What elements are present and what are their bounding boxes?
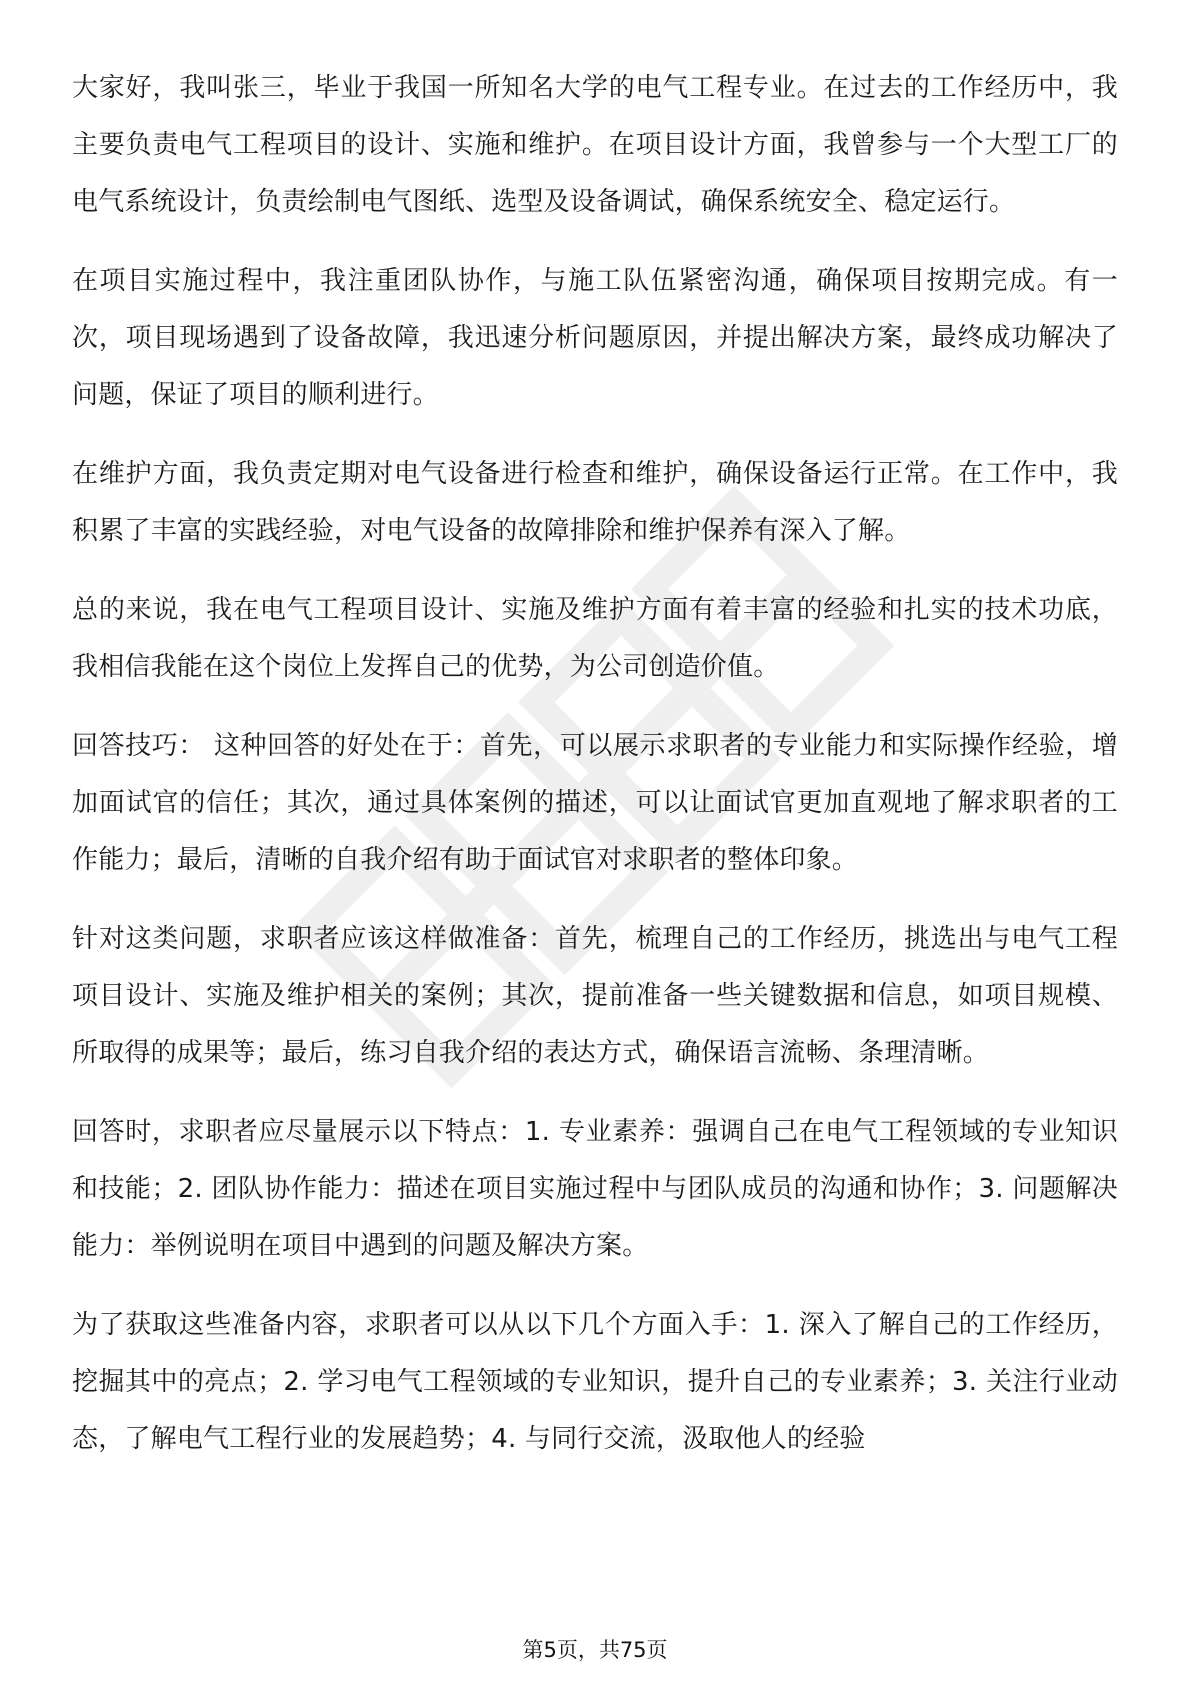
paragraph-3: 在维护方面，我负责定期对电气设备进行检查和维护，确保设备运行正常。在工作中，我积累了丰富的实践经验，对电气设备的故障排除和维护保养有深入了解。 [72, 459, 1118, 546]
paragraph-4: 总的来说，我在电气工程项目设计、实施及维护方面有着丰富的经验和扎实的技术功底，我相信我能在这个岗位上发挥自己的优势，为公司创造价值。 [72, 595, 1118, 682]
paragraph-5: 回答技巧： 这种回答的好处在于：首先，可以展示求职者的专业能力和实际操作经验，增加面试官的信任；其次，通过具体案例的描述，可以让面试官更加直观地了解求职者的工作能力；最后，清晰的自我介绍有助于面试官对求职者的整体印象。 [72, 731, 1118, 875]
paragraph-7: 回答时，求职者应尽量展示以下特点：1. 专业素养：强调自己在电气工程领域的专业知识和技能；2. 团队协作能力：描述在项目实施过程中与团队成员的沟通和协作；3. 问题解决能力：举例说明在项目中遇到的问题及解决方案。 [72, 1117, 1118, 1261]
paragraph-8: 为了获取这些准备内容，求职者可以从以下几个方面入手：1. 深入了解自己的工作经历，挖掘其中的亮点；2. 学习电气工程领域的专业知识，提升自己的专业素养；3. 关注行业动态，了解电气工程行业的发展趋势；4. 与同行交流，汲取他人的经验 [72, 1310, 1118, 1454]
page-number: 第5页，共75页 [522, 1638, 668, 1662]
document-body [72, 60, 1118, 1490]
paragraph-1: 大家好，我叫张三，毕业于我国一所知名大学的电气工程专业。在过去的工作经历中，我主要负责电气工程项目的设计、实施和维护。在项目设计方面，我曾参与一个大型工厂的电气系统设计，负责绘制电气图纸、选型及设备调试，确保系统安全、稳定运行。 [72, 73, 1118, 217]
paragraph-6: 针对这类问题，求职者应该这样做准备：首先，梳理自己的工作经历，挑选出与电气工程项目设计、实施及维护相关的案例；其次，提前准备一些关键数据和信息，如项目规模、所取得的成果等；最后，练习自我介绍的表达方式，确保语言流畅、条理清晰。 [72, 924, 1118, 1068]
paragraph-2: 在项目实施过程中，我注重团队协作，与施工队伍紧密沟通，确保项目按期完成。有一次，项目现场遇到了设备故障，我迅速分析问题原因，并提出解决方案，最终成功解决了问题，保证了项目的顺利进行。 [72, 266, 1118, 410]
